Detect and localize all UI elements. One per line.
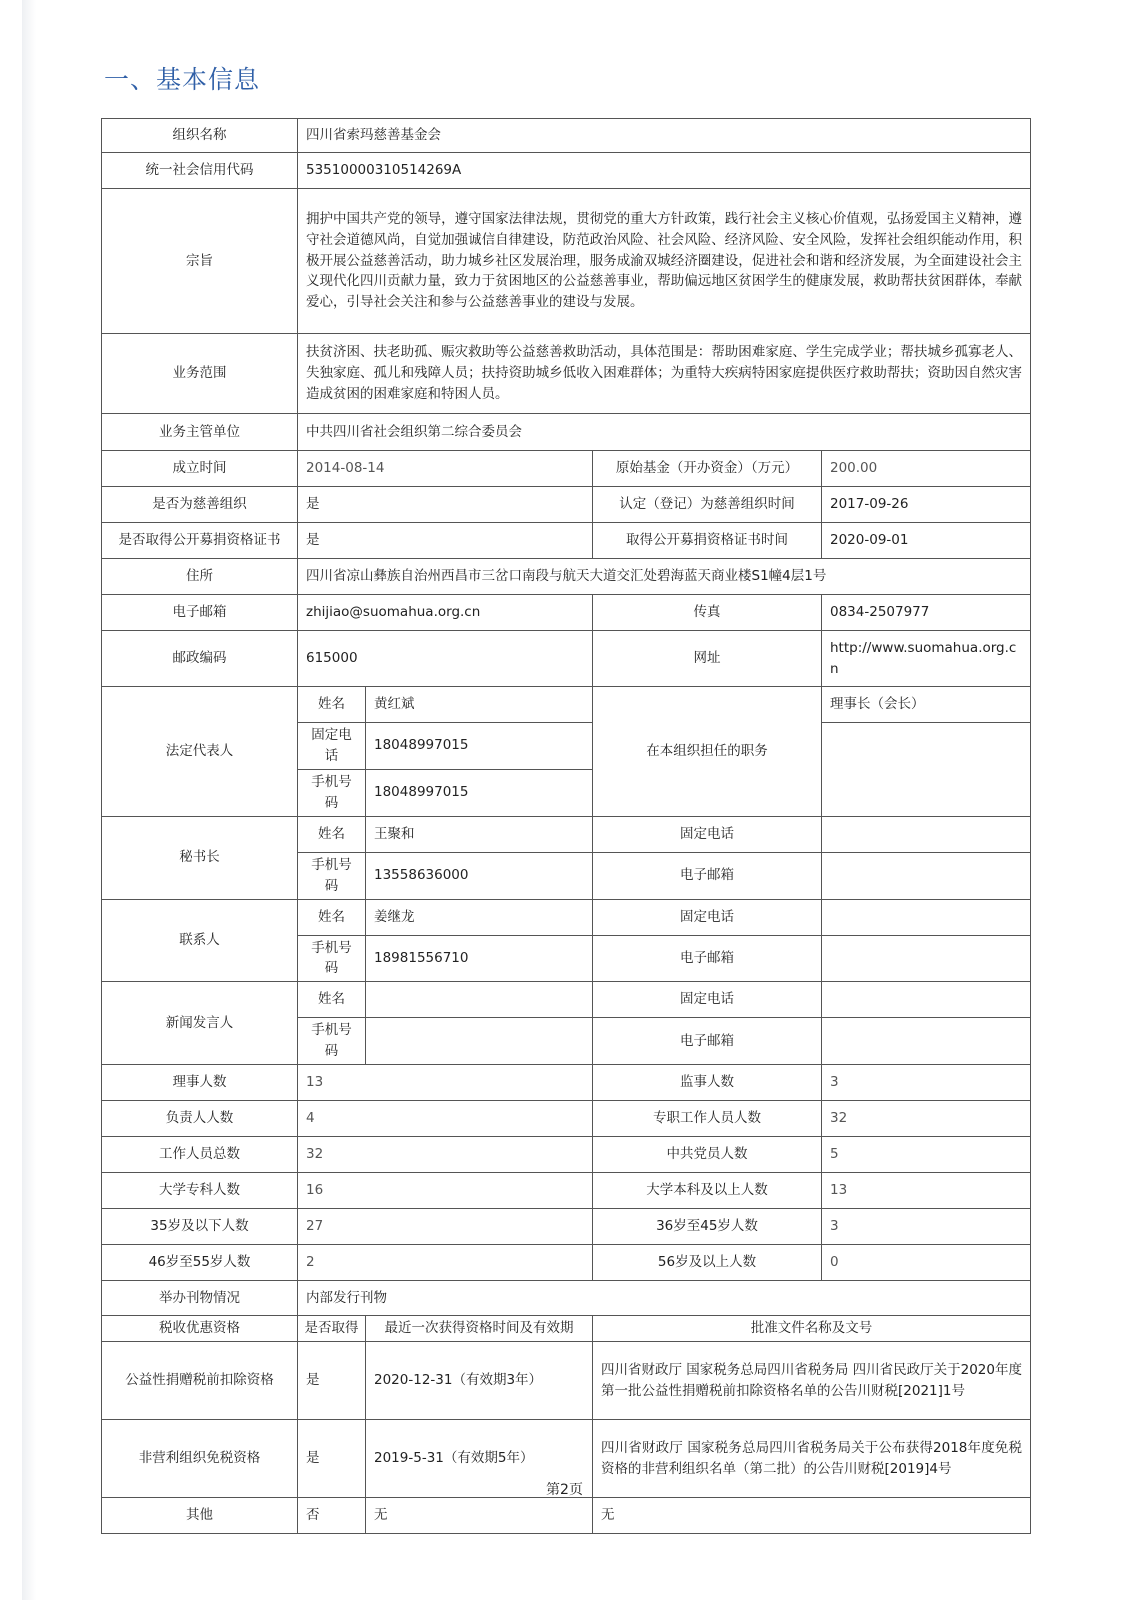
stat-value-right: 5 (822, 1137, 1031, 1173)
stat-label-left: 理事人数 (102, 1065, 298, 1101)
row-publication (102, 1281, 1031, 1316)
supervisor-label: 业务主管单位 (102, 414, 298, 451)
tax-row-obtained: 是 (298, 1420, 366, 1498)
business-scope-value: 扶贫济困、扶老助孤、赈灾救助等公益慈善救助活动，具体范围是：帮助困难家庭、学生完成学业；帮扶城乡孤寡老人、失独家庭、孤儿和残障人员；扶持资助城乡低收入困难群体；为重特大疾病特困家庭提供医疗救助帮扶；资助因自然灾害造成贫困的困难家庭和特困人员。 (298, 334, 1031, 414)
original-fund-value: 200.00 (822, 451, 1031, 487)
row-stats-education (102, 1173, 1031, 1209)
secretary-mobile-label: 手机号码 (298, 852, 366, 899)
secretary-name-value: 王聚和 (366, 816, 593, 852)
secretary-name-label: 姓名 (298, 816, 366, 852)
tax-row-doc: 四川省财政厅 国家税务总局四川省税务局关于公布获得2018年度免税资格的非营利组织名单（第二批）的公告川财税[2019]4号 (593, 1420, 1031, 1498)
stat-label-right: 大学本科及以上人数 (593, 1173, 822, 1209)
stat-label-left: 46岁至55岁人数 (102, 1245, 298, 1281)
contact-phone-label: 固定电话 (593, 899, 822, 935)
contact-label: 联系人 (102, 899, 298, 982)
secretary-general-label: 秘书长 (102, 816, 298, 899)
stat-value-left: 13 (298, 1065, 593, 1101)
contact-name-value: 姜继龙 (366, 899, 593, 935)
established-value: 2014-08-14 (298, 451, 593, 487)
stat-label-right: 56岁及以上人数 (593, 1245, 822, 1281)
row-tax-header (102, 1316, 1031, 1342)
tax-header-obtained: 是否取得 (298, 1316, 366, 1342)
publication-value: 内部发行刊物 (298, 1281, 1031, 1316)
stat-value-right: 3 (822, 1065, 1031, 1101)
stat-label-left: 35岁及以下人数 (102, 1209, 298, 1245)
spokesperson-name-label: 姓名 (298, 982, 366, 1018)
legal-rep-label: 法定代表人 (102, 687, 298, 817)
postcode-value: 615000 (298, 631, 593, 687)
row-business-scope (102, 334, 1031, 414)
charity-date-value: 2017-09-26 (822, 487, 1031, 523)
row-stats-staff (102, 1137, 1031, 1173)
secretary-mobile-value: 13558636000 (366, 852, 593, 899)
row-secretary-name (102, 816, 1031, 852)
row-tax-other (102, 1498, 1031, 1534)
business-scope-label: 业务范围 (102, 334, 298, 414)
stat-value-right: 0 (822, 1245, 1031, 1281)
supervisor-value: 中共四川省社会组织第二综合委员会 (298, 414, 1031, 451)
website-label: 网址 (593, 631, 822, 687)
stat-value-left: 32 (298, 1137, 593, 1173)
org-name-value: 四川省索玛慈善基金会 (298, 119, 1031, 153)
fundraising-cert-date-label: 取得公开募捐资格证书时间 (593, 523, 822, 559)
row-purpose (102, 189, 1031, 334)
stat-value-right: 32 (822, 1101, 1031, 1137)
tax-header-doc: 批准文件名称及文号 (593, 1316, 1031, 1342)
row-stats-age-old (102, 1245, 1031, 1281)
secretary-email-label: 电子邮箱 (593, 852, 822, 899)
stat-value-left: 27 (298, 1209, 593, 1245)
legal-rep-mobile-label: 手机号码 (298, 769, 366, 816)
tax-row-doc: 无 (593, 1498, 1031, 1534)
tax-row-latest: 2019-5-31（有效期5年） (366, 1420, 593, 1498)
contact-phone-value (822, 899, 1031, 935)
row-stats-leaders (102, 1101, 1031, 1137)
tax-row-label: 其他 (102, 1498, 298, 1534)
address-label: 住所 (102, 559, 298, 595)
legal-rep-position-value: 理事长（会长） (822, 687, 1031, 723)
original-fund-label: 原始基金（开办资金）（万元） (593, 451, 822, 487)
email-label: 电子邮箱 (102, 595, 298, 631)
stat-label-right: 专职工作人员人数 (593, 1101, 822, 1137)
stat-value-right: 13 (822, 1173, 1031, 1209)
tax-header-label: 税收优惠资格 (102, 1316, 298, 1342)
legal-rep-name-label: 姓名 (298, 687, 366, 723)
contact-email-value (822, 935, 1031, 982)
basic-info-table (101, 118, 1031, 1534)
fax-value: 0834-2507977 (822, 595, 1031, 631)
legal-rep-position-label: 在本组织担任的职务 (593, 687, 822, 817)
fundraising-cert-label: 是否取得公开募捐资格证书 (102, 523, 298, 559)
is-charity-value: 是 (298, 487, 593, 523)
stat-value-left: 16 (298, 1173, 593, 1209)
legal-rep-position-extra (822, 723, 1031, 817)
publication-label: 举办刊物情况 (102, 1281, 298, 1316)
row-stats-board (102, 1065, 1031, 1101)
address-value: 四川省凉山彝族自治州西昌市三岔口南段与航天大道交汇处碧海蓝天商业楼S1幢4层1号 (298, 559, 1031, 595)
row-fundraising-cert (102, 523, 1031, 559)
established-label: 成立时间 (102, 451, 298, 487)
row-established (102, 451, 1031, 487)
tax-row-label: 非营利组织免税资格 (102, 1420, 298, 1498)
row-is-charity (102, 487, 1031, 523)
section-title: 一、基本信息 (104, 65, 261, 94)
purpose-value: 拥护中国共产党的领导，遵守国家法律法规，贯彻党的重大方针政策，践行社会主义核心价值观，弘扬爱国主义精神，遵守社会道德风尚，自觉加强诚信自律建设，防范政治风险、社会风险、经济风险、安全风险，发挥社会组织能动作用，积极开展公益慈善活动，助力城乡社区发展治理，服务成渝双城经济圈建设，促进社会和谐和经济发展，为全面建设社会主义现代化四川贡献力量，致力于贫困地区的公益慈善事业，帮助偏远地区贫困学生的健康发展，救助帮扶贫困群体，奉献爱心，引导社会关注和参与公益慈善事业的建设与发展。 (298, 189, 1031, 334)
scan-left-edge (22, 0, 36, 1600)
fundraising-cert-date-value: 2020-09-01 (822, 523, 1031, 559)
tax-row-doc: 四川省财政厅 国家税务总局四川省税务局 四川省民政厅关于2020年度第一批公益性捐赠税前扣除资格名单的公告川财税[2021]1号 (593, 1342, 1031, 1420)
is-charity-label: 是否为慈善组织 (102, 487, 298, 523)
legal-rep-mobile-value: 18048997015 (366, 769, 593, 816)
stat-label-right: 监事人数 (593, 1065, 822, 1101)
contact-name-label: 姓名 (298, 899, 366, 935)
contact-email-label: 电子邮箱 (593, 935, 822, 982)
page-number: 第2页 (546, 1482, 583, 1498)
legal-rep-name-value: 黄红斌 (366, 687, 593, 723)
credit-code-label: 统一社会信用代码 (102, 153, 298, 189)
row-org-name (102, 119, 1031, 153)
row-contact-name (102, 899, 1031, 935)
row-stats-age-young (102, 1209, 1031, 1245)
spokesperson-phone-value (822, 982, 1031, 1018)
spokesperson-mobile-value (366, 1018, 593, 1065)
row-spokesperson-name (102, 982, 1031, 1018)
tax-row-obtained: 否 (298, 1498, 366, 1534)
spokesperson-mobile-label: 手机号码 (298, 1018, 366, 1065)
charity-date-label: 认定（登记）为慈善组织时间 (593, 487, 822, 523)
row-address (102, 559, 1031, 595)
secretary-email-value (822, 852, 1031, 899)
credit-code-value: 53510000310514269A (298, 153, 1031, 189)
website-value: http://www.suomahua.org.c n (822, 631, 1031, 687)
tax-row-latest: 无 (366, 1498, 593, 1534)
row-email (102, 595, 1031, 631)
tax-row-obtained: 是 (298, 1342, 366, 1420)
contact-mobile-label: 手机号码 (298, 935, 366, 982)
tax-header-latest: 最近一次获得资格时间及有效期 (366, 1316, 593, 1342)
row-legal-rep-name (102, 687, 1031, 723)
tax-row-latest: 2020-12-31（有效期3年） (366, 1342, 593, 1420)
stat-label-left: 大学专科人数 (102, 1173, 298, 1209)
row-postcode (102, 631, 1031, 687)
org-name-label: 组织名称 (102, 119, 298, 153)
spokesperson-email-value (822, 1018, 1031, 1065)
secretary-phone-value (822, 816, 1031, 852)
spokesperson-name-value (366, 982, 593, 1018)
fax-label: 传真 (593, 595, 822, 631)
stat-value-right: 3 (822, 1209, 1031, 1245)
legal-rep-phone-label: 固定电话 (298, 723, 366, 770)
stat-label-right: 36岁至45岁人数 (593, 1209, 822, 1245)
secretary-phone-label: 固定电话 (593, 816, 822, 852)
row-tax-deduction (102, 1342, 1031, 1420)
spokesperson-label: 新闻发言人 (102, 982, 298, 1065)
stat-label-left: 工作人员总数 (102, 1137, 298, 1173)
stat-value-left: 2 (298, 1245, 593, 1281)
contact-mobile-value: 18981556710 (366, 935, 593, 982)
legal-rep-phone-value: 18048997015 (366, 723, 593, 770)
stat-label-right: 中共党员人数 (593, 1137, 822, 1173)
stat-value-left: 4 (298, 1101, 593, 1137)
fundraising-cert-value: 是 (298, 523, 593, 559)
tax-row-label: 公益性捐赠税前扣除资格 (102, 1342, 298, 1420)
spokesperson-phone-label: 固定电话 (593, 982, 822, 1018)
row-credit-code (102, 153, 1031, 189)
row-supervisor (102, 414, 1031, 451)
postcode-label: 邮政编码 (102, 631, 298, 687)
spokesperson-email-label: 电子邮箱 (593, 1018, 822, 1065)
email-value: zhijiao@suomahua.org.cn (298, 595, 593, 631)
purpose-label: 宗旨 (102, 189, 298, 334)
stat-label-left: 负责人人数 (102, 1101, 298, 1137)
